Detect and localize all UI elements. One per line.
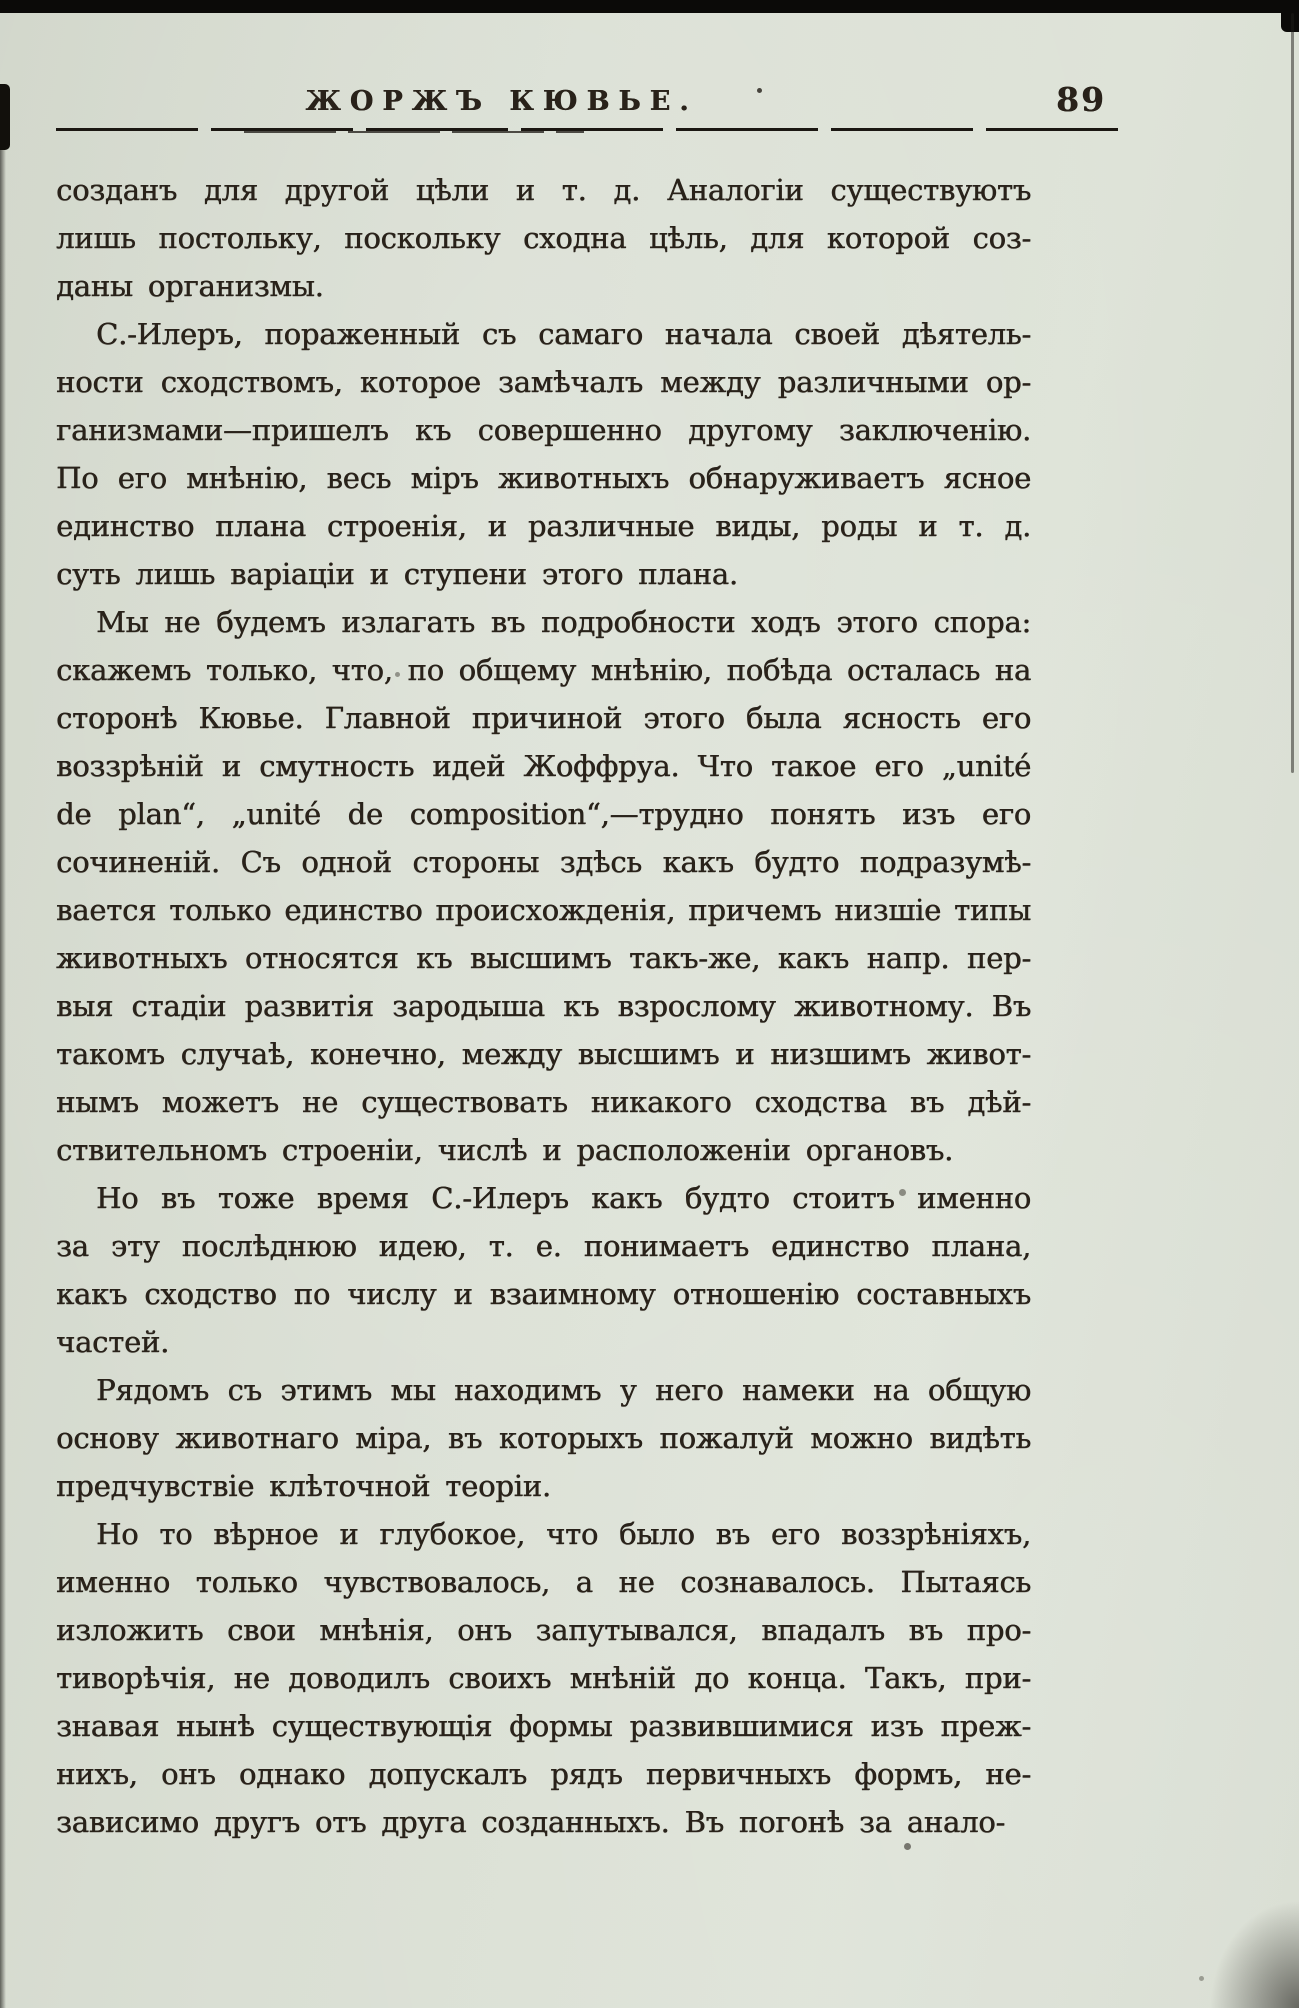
text-line: даны организмы. (56, 269, 324, 303)
text-line: лишь постольку, поскольку сходна цѣль, для которой соз- (56, 221, 1031, 255)
text-line: Рядомъ съ этимъ мы находимъ у него намеки на общую (96, 1373, 1031, 1407)
paragraph (56, 598, 1031, 1174)
paragraph (56, 1510, 1031, 1846)
text-line: частей. (56, 1325, 170, 1359)
text-line: Но въ тоже время С.-Илеръ какъ будто стоитъ именно (96, 1181, 1031, 1215)
text-line: суть лишь варіаціи и ступени этого плана. (56, 557, 738, 591)
text-line: знавая нынѣ существующія формы развившимися изъ преж- (56, 1709, 1031, 1743)
text-line: сочиненій. Съ одной стороны здѣсь какъ будто подразумѣ- (56, 845, 1031, 879)
text-line: ганизмами—пришелъ къ совершенно другому заключенію. (56, 413, 1031, 447)
text-line: сторонѣ Кювье. Главной причиной этого была ясность его (56, 701, 1031, 735)
text-line: ности сходствомъ, которое замѣчалъ между различными ор- (56, 365, 1031, 399)
scan-edge-right (1291, 13, 1294, 773)
text-line: единство плана строенія, и различные виды, роды и т. д. (56, 509, 1031, 543)
text-line: С.-Илеръ, пораженный съ самаго начала своей дѣятель- (96, 317, 1031, 351)
paragraph (56, 310, 1031, 598)
text-line: созданъ для другой цѣли и т. д. Аналогіи существуютъ (56, 173, 1031, 207)
text-line: какъ сходство по числу и взаимному отношенію составныхъ (56, 1277, 1031, 1311)
text-line: ствительномъ строеніи, числѣ и расположеніи органовъ. (56, 1133, 954, 1167)
text-line: именно только чувствовалось, а не сознавалось. Пытаясь (56, 1565, 1031, 1599)
text-line: Мы не будемъ излагать въ подробности ходъ этого спора: (96, 605, 1031, 639)
text-line: скажемъ только, что, по общему мнѣнію, побѣда осталась на (56, 653, 1031, 687)
paragraph (56, 1366, 1031, 1510)
header-rule (56, 128, 1118, 134)
scan-edge-top (0, 0, 1299, 13)
paragraph (56, 166, 1031, 310)
text-line: de plan“, „unité de composition“,—трудно понять изъ его (56, 797, 1031, 831)
page-body (56, 166, 1031, 1846)
text-line: такомъ случаѣ, конечно, между высшимъ и низшимъ живот- (56, 1037, 1031, 1071)
paragraph (56, 1174, 1031, 1366)
text-line: Но то вѣрное и глубокое, что было въ его воззрѣніяхъ, (96, 1517, 1031, 1551)
scan-smudge-bottom-right (1204, 1893, 1299, 2008)
scan-edge-left (0, 140, 6, 2008)
text-line: тиворѣчія, не доводилъ своихъ мнѣній до конца. Такъ, при- (56, 1661, 1031, 1695)
text-line: основу животнаго міра, въ которыхъ пожалуй можно видѣть (56, 1421, 1031, 1455)
text-line: воззрѣній и смутность идей Жоффруа. Что такое его „unité (56, 749, 1031, 783)
text-line: предчувствіе клѣточной теоріи. (56, 1469, 551, 1503)
text-line: вается только единство происхожденія, причемъ низшіе типы (56, 893, 1031, 927)
text-line: зависимо другъ отъ друга созданныхъ. Въ погонѣ за анало- (56, 1805, 1006, 1839)
text-line: выя стадіи развитія зародыша къ взрослому животному. Въ (56, 989, 1031, 1023)
text-line: за эту послѣднюю идею, т. е. понимаетъ единство плана, (56, 1229, 1031, 1263)
text-line: нымъ можетъ не существовать никакого сходства въ дѣй- (56, 1085, 1031, 1119)
scan-edge-top-right (1281, 0, 1299, 32)
text-line: животныхъ относятся къ высшимъ такъ-же, какъ напр. пер- (56, 941, 1031, 975)
running-header-title: ЖОРЖЪ КЮВЬЕ. (305, 86, 698, 117)
page-number: 89 (1056, 80, 1106, 119)
text-line: изложить свои мнѣнія, онъ запутывался, впадалъ въ про- (56, 1613, 1031, 1647)
text-line: По его мнѣнію, весь міръ животныхъ обнаруживаетъ ясное (56, 461, 1031, 495)
text-line: нихъ, онъ однако допускалъ рядъ первичныхъ формъ, не- (56, 1757, 1031, 1791)
